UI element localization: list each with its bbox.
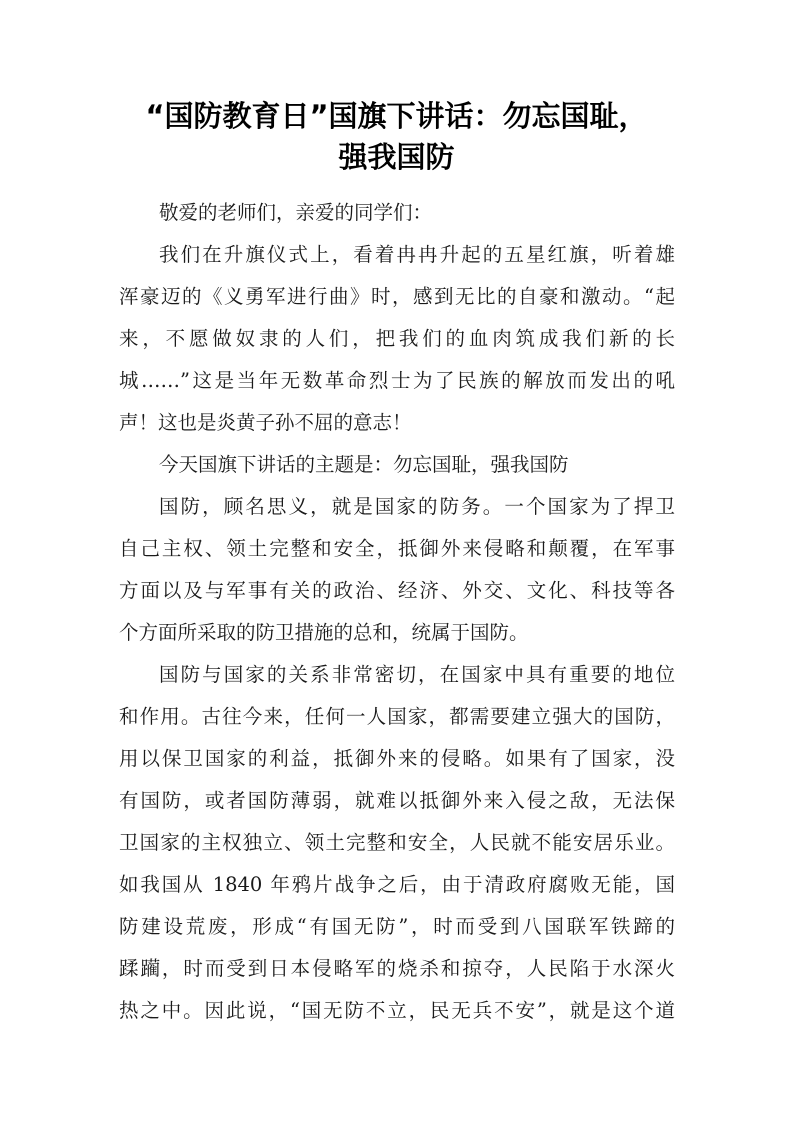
document-body [119, 192, 675, 1032]
text-line: 蹂躏，时而受到日本侵略军的烧杀和掠夺，人民陷于水深火 [119, 957, 675, 980]
text-line: 国防与国家的关系非常密切，在国家中具有重要的地位 [159, 663, 675, 686]
text-line: 声！这也是炎黄子孙不屈的意志！ [119, 411, 412, 434]
text-line: 来，不愿做奴隶的人们，把我们的血肉筑成我们新的长 [119, 327, 675, 350]
text-line: 卫国家的主权独立、领土完整和安全，人民就不能安居乐业。 [119, 831, 675, 854]
text-line: 今天国旗下讲话的主题是：勿忘国耻，强我国防 [159, 453, 569, 476]
text-line: 如我国从 1840 年鸦片战争之后，由于清政府腐败无能，国 [119, 873, 675, 896]
paragraph-3 [119, 486, 675, 654]
text-line: 浑豪迈的《义勇军进行曲》时，感到无比的自豪和激动。“起 [119, 285, 675, 308]
title-line-2: 强我国防 [338, 140, 455, 174]
text-line: 热之中。因此说，“国无防不立，民无兵不安”，就是这个道 [119, 999, 675, 1022]
paragraph-1 [119, 234, 675, 444]
document-title [100, 96, 693, 178]
text-line: 我们在升旗仪式上，看着冉冉升起的五星红旗，听着雄 [159, 243, 675, 266]
text-line: 国防，顾名思义，就是国家的防务。一个国家为了捍卫 [159, 495, 675, 518]
text-line: 方面以及与军事有关的政治、经济、外交、文化、科技等各 [119, 579, 675, 602]
text-line: 城……”这是当年无数革命烈士为了民族的解放而发出的吼 [119, 369, 675, 392]
text-line: 和作用。古往今来，任何一人国家，都需要建立强大的国防， [119, 705, 675, 728]
text-line: 自己主权、领土完整和安全，抵御外来侵略和颠覆，在军事 [119, 537, 675, 560]
text-line: 防建设荒废，形成“有国无防”，时而受到八国联军铁蹄的 [119, 915, 675, 938]
paragraph-2 [119, 444, 675, 486]
text-line: 有国防，或者国防薄弱，就难以抵御外来入侵之敌，无法保 [119, 789, 675, 812]
paragraph-greeting [119, 192, 675, 234]
paragraph-4 [119, 654, 675, 1032]
title-line-1: “国防教育日”国旗下讲话：勿忘国耻， [145, 99, 648, 133]
text-line: 敬爱的老师们，亲爱的同学们： [159, 201, 433, 224]
text-line: 个方面所采取的防卫措施的总和，统属于国防。 [119, 621, 529, 644]
text-line: 用以保卫国家的利益，抵御外来的侵略。如果有了国家，没 [119, 747, 675, 770]
